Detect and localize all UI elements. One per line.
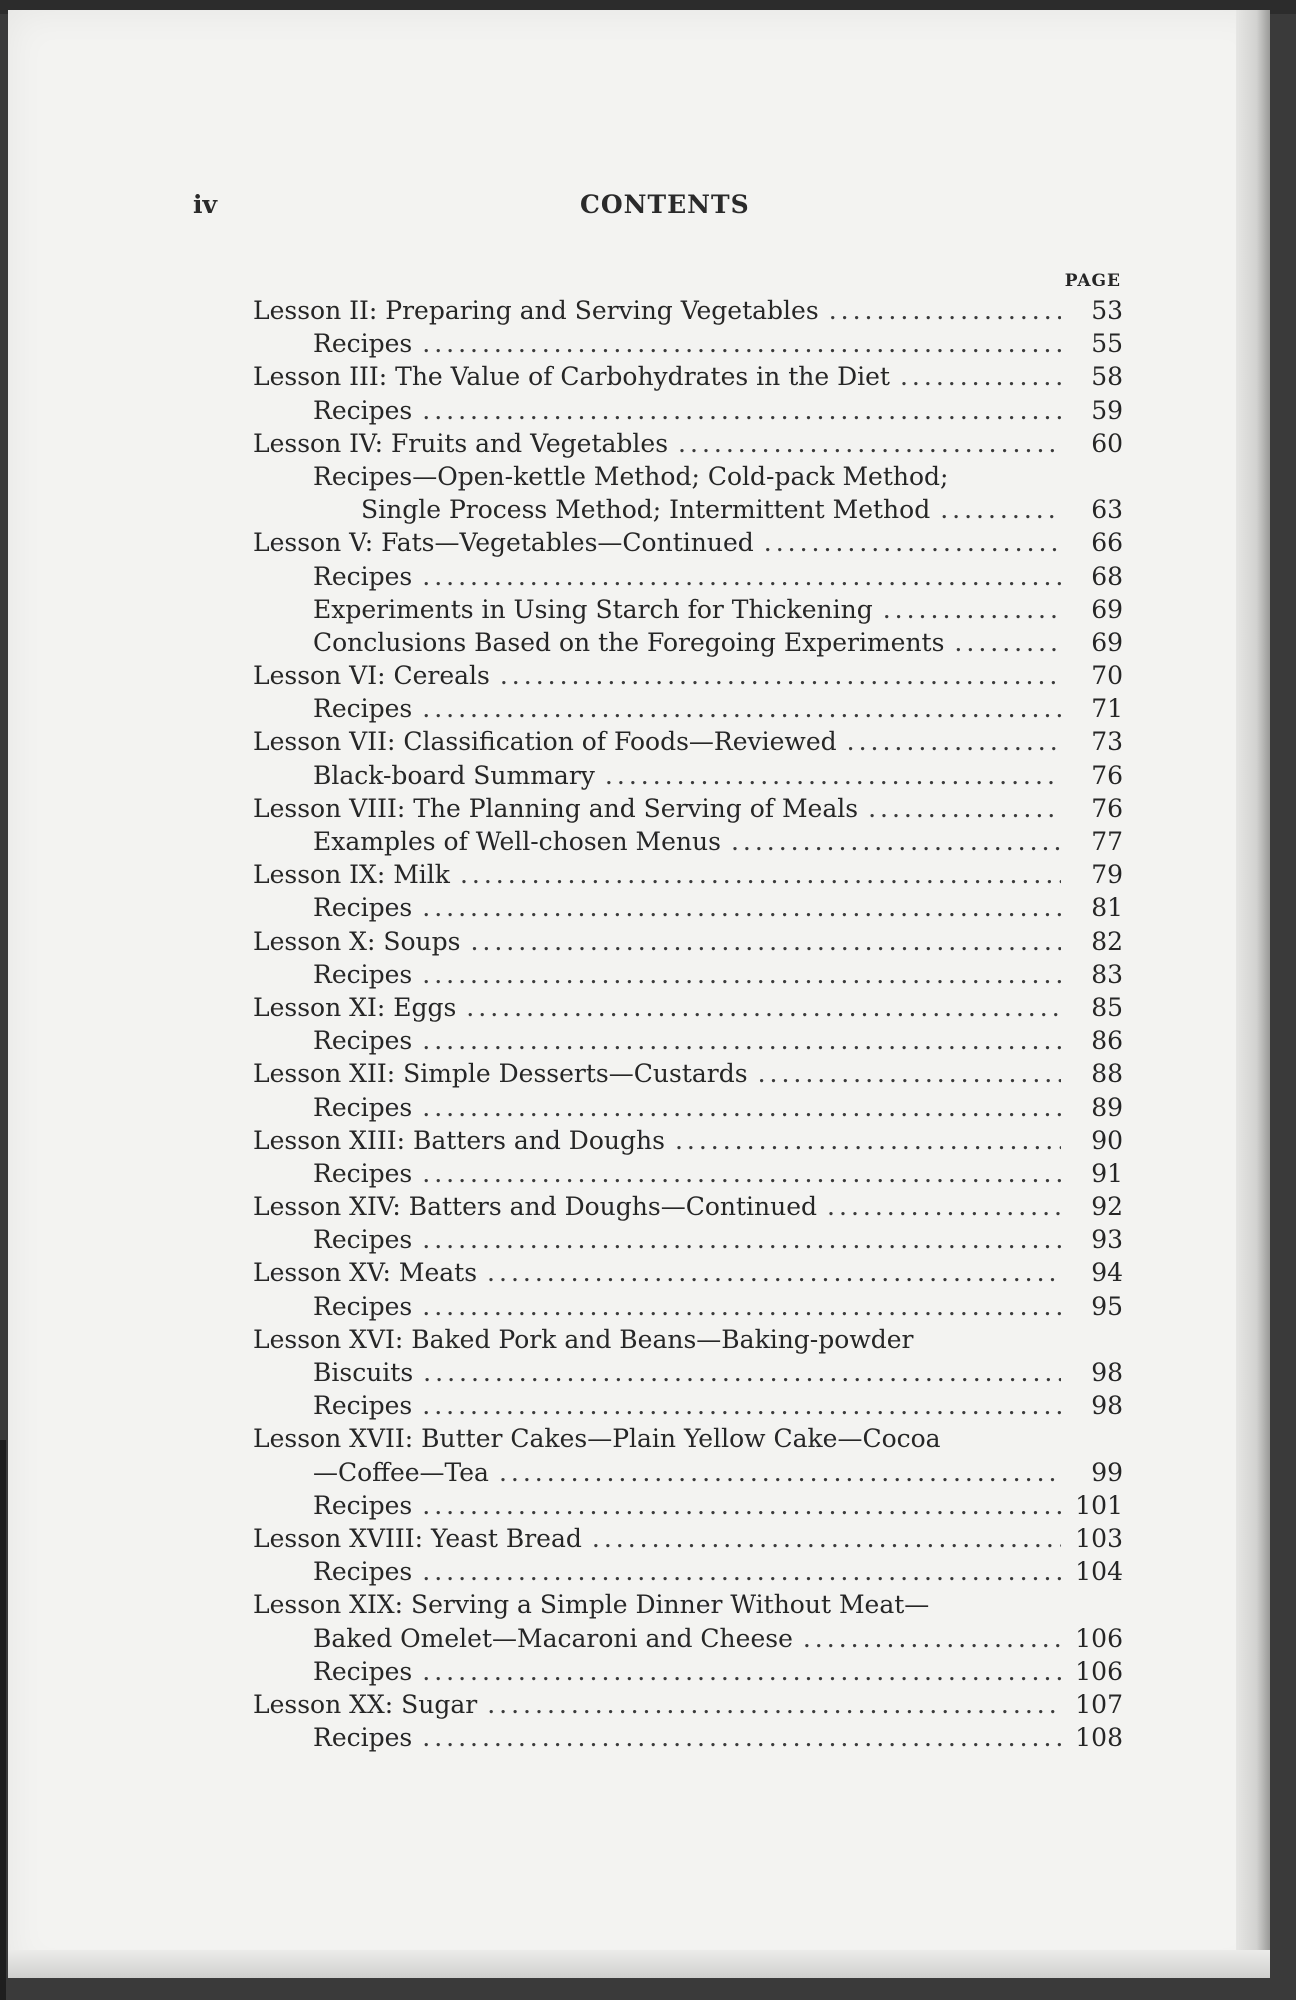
- toc-entry-page: 106: [1075, 1656, 1123, 1686]
- toc-entry-title: Single Process Method; Intermittent Method: [361, 495, 931, 525]
- toc-entry-title: Recipes: [313, 1656, 413, 1686]
- table-of-contents: [253, 268, 1123, 1754]
- dot-leader: [847, 725, 1061, 758]
- toc-entry-page: 58: [1091, 362, 1123, 392]
- toc-entry-title: Lesson IX: Milk: [253, 860, 450, 890]
- toc-entry-title: Recipes: [313, 694, 413, 724]
- toc-entry-title: Lesson XX: Sugar: [253, 1689, 478, 1719]
- page-edge-right: [1236, 10, 1270, 1978]
- toc-entry: [253, 1356, 1123, 1389]
- toc-entry: [253, 327, 1123, 360]
- toc-entry-title: Lesson XV: Meats: [253, 1258, 478, 1288]
- toc-entry: [253, 460, 1123, 493]
- dot-leader: [422, 1290, 1061, 1323]
- toc-entry: [253, 1422, 1123, 1455]
- toc-entry: [253, 427, 1123, 460]
- dot-leader: [678, 427, 1061, 460]
- toc-entry-title: Lesson XIV: Batters and Doughs—Continued: [253, 1192, 818, 1222]
- toc-entry: [253, 1721, 1123, 1754]
- page-column-label: PAGE: [1064, 271, 1121, 291]
- dot-leader: [940, 493, 1061, 526]
- toc-entry-page: 90: [1091, 1125, 1123, 1155]
- dot-leader: [731, 825, 1061, 858]
- toc-entry-title: Recipes: [313, 1225, 413, 1255]
- toc-entry: [253, 1655, 1123, 1688]
- toc-entry-title: Biscuits: [313, 1358, 414, 1387]
- dot-leader: [422, 1024, 1061, 1057]
- toc-entry-page: 66: [1091, 528, 1123, 558]
- toc-entry: [253, 1124, 1123, 1157]
- toc-entry: [253, 1323, 1123, 1356]
- toc-entry-title: —Coffee—Tea: [313, 1457, 489, 1487]
- toc-entry-page: 76: [1091, 760, 1123, 790]
- toc-entry-page: 93: [1091, 1225, 1123, 1255]
- toc-entry-page: 89: [1091, 1092, 1123, 1122]
- dot-leader: [422, 1655, 1061, 1688]
- toc-entry-page: 69: [1091, 594, 1123, 624]
- toc-entry-title: Lesson XII: Simple Desserts—Custards: [253, 1059, 748, 1089]
- toc-entry-title: Lesson XI: Eggs: [253, 992, 457, 1022]
- dot-leader: [764, 526, 1061, 559]
- toc-entry-page: 92: [1091, 1192, 1123, 1222]
- toc-entry-title: Experiments in Using Starch for Thickening: [313, 594, 873, 624]
- dot-leader: [422, 1555, 1061, 1588]
- toc-entry-title: Recipes: [313, 1557, 413, 1587]
- toc-entry-title: Lesson XIII: Batters and Doughs: [253, 1125, 665, 1155]
- toc-entry: [253, 1489, 1123, 1522]
- toc-entry-title: Recipes: [313, 561, 413, 591]
- dot-leader: [883, 593, 1061, 626]
- toc-entry-title: Lesson XVII: Butter Cakes—Plain Yellow Cake—Cocoa: [253, 1424, 941, 1454]
- dot-leader: [829, 294, 1061, 327]
- dot-leader: [675, 1124, 1061, 1157]
- page-number: iv: [193, 190, 218, 219]
- toc-entry-page: 95: [1091, 1291, 1123, 1321]
- toc-entry-title: Recipes—Open-kettle Method; Cold-pack Method;: [313, 461, 949, 491]
- toc-entry-title: Recipes: [313, 1291, 413, 1321]
- toc-entry: [253, 1256, 1123, 1289]
- toc-entry-title: Baked Omelet—Macaroni and Cheese: [313, 1623, 793, 1653]
- dot-leader: [422, 1091, 1061, 1124]
- toc-entry-page: 86: [1091, 1026, 1123, 1056]
- dot-leader: [487, 1256, 1061, 1289]
- toc-entries: [253, 294, 1123, 1754]
- dot-leader: [592, 1522, 1061, 1555]
- dot-leader: [422, 1223, 1061, 1256]
- dot-leader: [422, 692, 1061, 725]
- toc-entry-page: 107: [1075, 1689, 1123, 1719]
- toc-entry-page: 94: [1091, 1258, 1123, 1288]
- toc-entry: [253, 792, 1123, 825]
- toc-entry-page: 60: [1091, 428, 1123, 458]
- dot-leader: [470, 925, 1061, 958]
- toc-entry-page: 88: [1091, 1059, 1123, 1089]
- toc-entry-title: Examples of Well-chosen Menus: [313, 827, 721, 856]
- toc-entry-title: Recipes: [313, 1490, 413, 1520]
- toc-entry-title: Lesson XIX: Serving a Simple Dinner Without Meat—: [253, 1590, 930, 1620]
- toc-entry-title: Lesson V: Fats—Vegetables—Continued: [253, 528, 754, 558]
- toc-entry-title: Lesson III: The Value of Carbohydrates in the Diet: [253, 362, 890, 392]
- toc-entry-title: Recipes: [313, 329, 413, 359]
- dot-leader: [422, 891, 1061, 924]
- toc-entry-title: Recipes: [313, 395, 413, 425]
- toc-entry-title: Recipes: [313, 1158, 413, 1188]
- toc-entry: [253, 725, 1123, 758]
- toc-entry-page: 108: [1075, 1723, 1123, 1753]
- toc-entry: [253, 692, 1123, 725]
- dot-leader: [422, 394, 1061, 427]
- toc-entry: [253, 1190, 1123, 1223]
- toc-entry-title: Black-board Summary: [313, 760, 595, 790]
- toc-entry: [253, 1456, 1123, 1489]
- toc-entry-page: 70: [1091, 661, 1123, 691]
- toc-entry-page: 103: [1075, 1523, 1123, 1553]
- toc-entry-page: 69: [1091, 627, 1123, 657]
- toc-entry-title: Recipes: [313, 959, 413, 989]
- toc-entry-title: Lesson II: Preparing and Serving Vegetables: [253, 296, 819, 325]
- toc-entry: [253, 1223, 1123, 1256]
- toc-entry: [253, 958, 1123, 991]
- dot-leader: [499, 1456, 1061, 1489]
- toc-entry-page: 91: [1091, 1158, 1123, 1188]
- toc-entry: [253, 526, 1123, 559]
- toc-entry: [253, 759, 1123, 792]
- toc-entry: [253, 1057, 1123, 1090]
- toc-entry: [253, 1290, 1123, 1323]
- toc-entry-title: Lesson VI: Cereals: [253, 661, 490, 691]
- toc-entry: [253, 560, 1123, 593]
- page-edge-bottom: [8, 1950, 1270, 1978]
- toc-entry: [253, 294, 1123, 327]
- toc-entry-title: Lesson IV: Fruits and Vegetables: [253, 428, 669, 458]
- dot-leader: [954, 626, 1061, 659]
- dot-leader: [422, 327, 1061, 360]
- dot-leader: [827, 1190, 1061, 1223]
- dot-leader: [803, 1622, 1061, 1655]
- dot-leader: [422, 1489, 1061, 1522]
- toc-entry: [253, 493, 1123, 526]
- toc-entry: [253, 825, 1123, 858]
- toc-entry: [253, 659, 1123, 692]
- toc-entry-title: Lesson VII: Classification of Foods—Reviewed: [253, 727, 837, 757]
- dot-leader: [460, 858, 1061, 891]
- toc-entry-page: 106: [1075, 1623, 1123, 1653]
- toc-entry-page: 98: [1091, 1391, 1123, 1421]
- toc-entry-page: 73: [1091, 727, 1123, 757]
- toc-entry: [253, 626, 1123, 659]
- toc-entry-page: 59: [1091, 395, 1123, 425]
- toc-entry-page: 85: [1091, 992, 1123, 1022]
- toc-entry-title: Recipes: [313, 893, 413, 923]
- toc-entry: [253, 1622, 1123, 1655]
- toc-entry: [253, 1588, 1123, 1621]
- toc-entry-page: 83: [1091, 959, 1123, 989]
- toc-entry-page: 71: [1091, 694, 1123, 724]
- toc-entry: [253, 1091, 1123, 1124]
- dot-leader: [423, 1356, 1061, 1389]
- toc-entry-title: Recipes: [313, 1391, 413, 1421]
- toc-entry: [253, 1688, 1123, 1721]
- toc-entry: [253, 1157, 1123, 1190]
- toc-entry-title: Recipes: [313, 1092, 413, 1122]
- dot-leader: [605, 759, 1061, 792]
- toc-entry-page: 98: [1091, 1358, 1123, 1387]
- toc-entry: [253, 593, 1123, 626]
- scan-border-left: [0, 1440, 6, 2000]
- toc-entry-page: 82: [1091, 926, 1123, 956]
- toc-entry-page: 76: [1091, 793, 1123, 823]
- toc-entry: [253, 1555, 1123, 1588]
- toc-entry: [253, 925, 1123, 958]
- toc-entry-title: Conclusions Based on the Foregoing Experiments: [313, 627, 945, 657]
- dot-leader: [900, 360, 1061, 393]
- toc-entry-page: 101: [1075, 1490, 1123, 1520]
- toc-entry-page: 63: [1091, 495, 1123, 525]
- running-title: CONTENTS: [580, 190, 750, 219]
- toc-entry-page: 79: [1091, 860, 1123, 890]
- dot-leader: [422, 560, 1061, 593]
- toc-entry: [253, 991, 1123, 1024]
- toc-entry-page: 81: [1091, 893, 1123, 923]
- dot-leader: [422, 1721, 1061, 1754]
- toc-entry-title: Lesson XVI: Baked Pork and Beans—Baking-powder: [253, 1324, 914, 1354]
- toc-entry-page: 55: [1091, 329, 1123, 359]
- toc-entry: [253, 1522, 1123, 1555]
- dot-leader: [500, 659, 1061, 692]
- toc-entry-page: 99: [1091, 1457, 1123, 1487]
- toc-entry-title: Recipes: [313, 1026, 413, 1056]
- toc-entry-page: 68: [1091, 561, 1123, 591]
- toc-entry: [253, 360, 1123, 393]
- toc-entry: [253, 1389, 1123, 1422]
- dot-leader: [422, 958, 1061, 991]
- toc-entry: [253, 891, 1123, 924]
- book-page: [8, 10, 1270, 1978]
- toc-entry-title: Lesson X: Soups: [253, 926, 461, 956]
- toc-entry: [253, 858, 1123, 891]
- toc-entry-title: Lesson XVIII: Yeast Bread: [253, 1523, 582, 1553]
- toc-entry: [253, 394, 1123, 427]
- toc-entry-page: 77: [1091, 827, 1123, 856]
- toc-entry-title: Recipes: [313, 1723, 413, 1753]
- toc-entry-page: 104: [1075, 1557, 1123, 1587]
- dot-leader: [466, 991, 1061, 1024]
- toc-entry: [253, 1024, 1123, 1057]
- dot-leader: [422, 1389, 1061, 1422]
- dot-leader: [758, 1057, 1061, 1090]
- toc-entry-page: 53: [1091, 296, 1123, 325]
- dot-leader: [422, 1157, 1061, 1190]
- dot-leader: [487, 1688, 1061, 1721]
- toc-entry-title: Lesson VIII: The Planning and Serving of Meals: [253, 793, 859, 823]
- dot-leader: [868, 792, 1061, 825]
